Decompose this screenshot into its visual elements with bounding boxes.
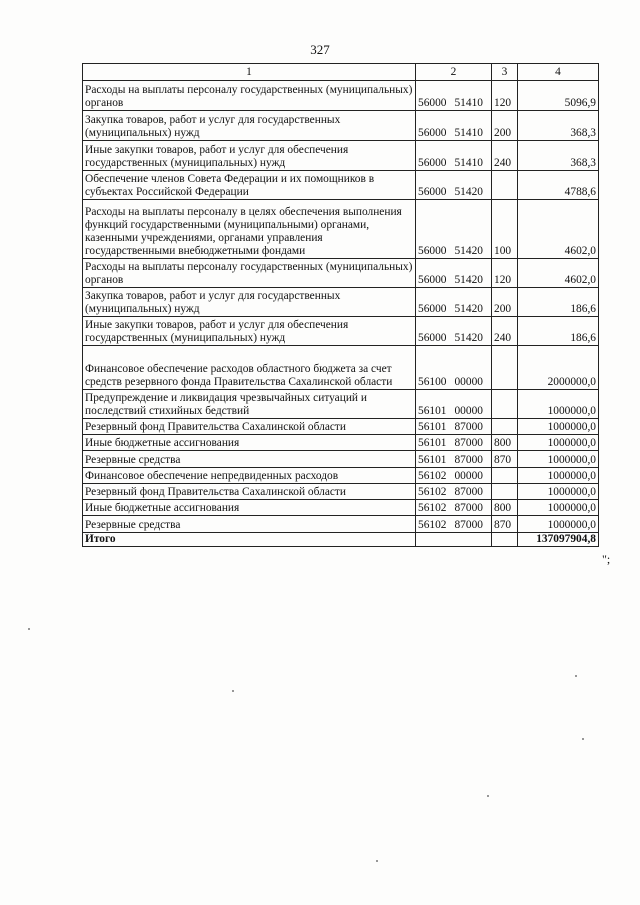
row-amount: 1000000,0 [518,500,599,516]
row-code-program: 56000 [418,303,447,315]
row-amount: 1000000,0 [518,451,599,468]
budget-table [82,63,599,547]
total-vr [492,533,518,547]
row-code [416,259,492,288]
row-code [416,390,492,419]
row-code-program: 56102 [418,486,447,498]
row-amount: 1000000,0 [518,468,599,484]
row-expense-type [492,346,518,390]
row-expense-type [492,484,518,500]
row-code [416,171,492,200]
row-code-direction: 87000 [454,437,483,449]
row-expense-type: 870 [492,451,518,468]
row-amount: 4602,0 [518,259,599,288]
table-row [83,500,599,516]
row-code [416,346,492,390]
row-code-direction: 87000 [454,421,483,433]
row-expense-type: 240 [492,141,518,171]
row-code-direction: 51420 [454,245,483,257]
page-number: 327 [310,42,330,57]
row-code [416,288,492,317]
row-code [416,435,492,451]
total-amount: 137097904,8 [518,533,599,547]
row-name: Иные бюджетные ассигнования [83,435,416,451]
row-code [416,484,492,500]
header-col-1: 1 [83,64,416,81]
row-name: Резервные средства [83,451,416,468]
row-name: Иные бюджетные ассигнования [83,500,416,516]
row-code [416,468,492,484]
row-code-program: 56000 [418,127,447,139]
table-row [83,288,599,317]
row-amount: 1000000,0 [518,390,599,419]
row-code-program: 56102 [418,519,447,531]
row-code-program: 56000 [418,245,447,257]
table-row [83,141,599,171]
row-amount: 368,3 [518,141,599,171]
row-code [416,317,492,346]
row-amount: 1000000,0 [518,419,599,435]
table-row [83,419,599,435]
row-code-direction: 51420 [454,186,483,198]
table-row [83,435,599,451]
row-expense-type [492,468,518,484]
row-code-direction: 51410 [454,127,483,139]
table-row [83,484,599,500]
row-code-direction: 51410 [454,157,483,169]
row-code-direction: 51410 [454,97,483,109]
row-amount: 1000000,0 [518,516,599,533]
row-name: Иные закупки товаров, работ и услуг для обеспечения государственных (муниципальных) нужд [83,317,416,346]
row-expense-type: 120 [492,259,518,288]
row-name: Финансовое обеспечение непредвиденных расходов [83,468,416,484]
row-amount: 5096,9 [518,81,599,111]
table-row [83,111,599,141]
total-row [83,533,599,547]
row-code-direction: 00000 [454,405,483,417]
table-row [83,81,599,111]
row-code [416,516,492,533]
row-code-direction: 51420 [454,274,483,286]
scan-speck [28,628,30,630]
row-name: Расходы на выплаты персоналу государственных (муниципальных) органов [83,259,416,288]
row-expense-type: 200 [492,111,518,141]
total-label: Итого [83,533,416,547]
table-row [83,390,599,419]
scan-speck [487,795,489,797]
row-expense-type: 870 [492,516,518,533]
row-code [416,451,492,468]
row-code-direction: 51420 [454,332,483,344]
row-name: Предупреждение и ликвидация чрезвычайных ситуаций и последствий стихийных бедствий [83,390,416,419]
row-code [416,141,492,171]
row-code-program: 56101 [418,454,447,466]
row-code-program: 56000 [418,274,447,286]
row-code-program: 56000 [418,186,447,198]
row-code-direction: 87000 [454,486,483,498]
scan-speck [232,690,234,692]
scan-speck [376,860,378,862]
header-col-2: 2 [416,64,492,81]
row-name: Расходы на выплаты персоналу государственных (муниципальных) органов [83,81,416,111]
row-code-program: 56102 [418,502,447,514]
table-row [83,451,599,468]
row-expense-type: 240 [492,317,518,346]
row-code [416,111,492,141]
row-name: Расходы на выплаты персоналу в целях обеспечения выполнения функций государственными (муниципальными) органами, казенными учреждениями, органами управления государственными внебюджетными фондами [83,200,416,259]
row-code-program: 56102 [418,470,447,482]
total-code [416,533,492,547]
row-amount: 4602,0 [518,200,599,259]
table-row [83,468,599,484]
scan-speck [582,738,584,740]
row-code-direction: 87000 [454,519,483,531]
row-expense-type: 800 [492,435,518,451]
scan-speck [575,675,577,677]
closing-quote-mark: "; [602,552,611,566]
row-code-direction: 00000 [454,470,483,482]
row-code [416,419,492,435]
header-row [83,64,599,81]
row-expense-type: 100 [492,200,518,259]
row-amount: 1000000,0 [518,435,599,451]
row-amount: 186,6 [518,317,599,346]
table-body [83,81,599,533]
row-code-direction: 51420 [454,303,483,315]
table-row [83,259,599,288]
row-name: Закупка товаров, работ и услуг для государственных (муниципальных) нужд [83,288,416,317]
header-col-4: 4 [518,64,599,81]
row-code-program: 56000 [418,332,447,344]
row-name: Обеспечение членов Совета Федерации и их помощников в субъектах Российской Федерации [83,171,416,200]
row-code [416,200,492,259]
row-code [416,500,492,516]
row-code-direction: 87000 [454,502,483,514]
row-expense-type [492,171,518,200]
table-row [83,171,599,200]
row-name: Резервный фонд Правительства Сахалинской области [83,484,416,500]
row-name: Финансовое обеспечение расходов областного бюджета за счет средств резервного фонда Правительства Сахалинской области [83,346,416,390]
row-expense-type [492,390,518,419]
row-amount: 4788,6 [518,171,599,200]
row-amount: 186,6 [518,288,599,317]
row-expense-type: 800 [492,500,518,516]
row-code-program: 56101 [418,405,447,417]
row-code-program: 56000 [418,97,447,109]
row-code-direction: 87000 [454,454,483,466]
row-code-program: 56101 [418,437,447,449]
row-code-direction: 00000 [454,376,483,388]
header-col-3: 3 [492,64,518,81]
row-expense-type: 120 [492,81,518,111]
row-code [416,81,492,111]
row-expense-type: 200 [492,288,518,317]
row-amount: 2000000,0 [518,346,599,390]
row-name: Иные закупки товаров, работ и услуг для обеспечения государственных (муниципальных) нужд [83,141,416,171]
row-expense-type [492,419,518,435]
row-name: Закупка товаров, работ и услуг для государственных (муниципальных) нужд [83,111,416,141]
table-row [83,200,599,259]
table-row [83,516,599,533]
row-name: Резервный фонд Правительства Сахалинской области [83,419,416,435]
row-code-program: 56101 [418,421,447,433]
row-amount: 1000000,0 [518,484,599,500]
row-code-program: 56100 [418,376,447,388]
table-row [83,346,599,390]
row-code-program: 56000 [418,157,447,169]
row-name: Резервные средства [83,516,416,533]
row-amount: 368,3 [518,111,599,141]
table-row [83,317,599,346]
